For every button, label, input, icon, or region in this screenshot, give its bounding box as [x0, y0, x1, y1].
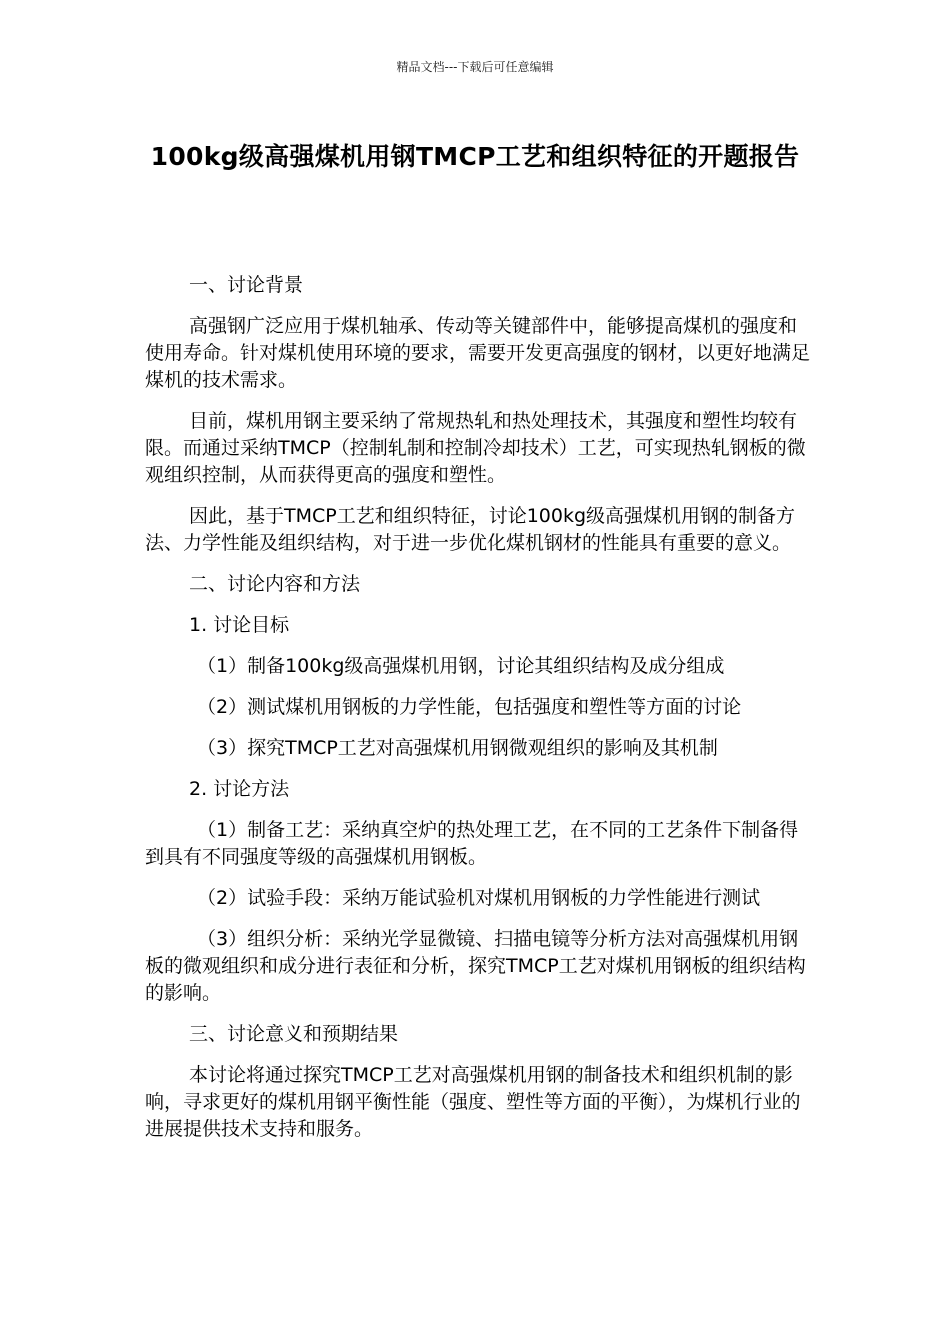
paragraph: 目前，煤机用钢主要采纳了常规热轧和热处理技术，其强度和塑性均较有限。而通过采纳TMCP（控制轧制和控制冷却技术）工艺，可实现热轧钢板的微观组织控制，从而获得更高的强度和塑性。 — [145, 410, 806, 486]
section-heading: 三、讨论意义和预期结果 — [189, 1023, 399, 1045]
list-item: （1）制备工艺：采纳真空炉的热处理工艺，在不同的工艺条件下制备得到具有不同强度等级的高强煤机用钢板。 — [145, 819, 799, 868]
subsection-heading: 1. 讨论目标 — [189, 614, 290, 636]
paragraph: 因此，基于TMCP工艺和组织特征，讨论100kg级高强煤机用钢的制备方法、力学性能及组织结构，对于进一步优化煤机钢材的性能具有重要的意义。 — [145, 505, 796, 554]
list-item: （1）制备100kg级高强煤机用钢，讨论其组织结构及成分组成 — [197, 655, 725, 677]
list-item: （2）试验手段：采纳万能试验机对煤机用钢板的力学性能进行测试 — [197, 887, 761, 909]
subsection-heading: 2. 讨论方法 — [189, 778, 290, 800]
section-heading: 二、讨论内容和方法 — [189, 573, 361, 595]
section-heading: 一、讨论背景 — [189, 274, 304, 296]
document-title: 100kg级高强煤机用钢TMCP工艺和组织特征的开题报告 — [150, 142, 800, 171]
document-body — [145, 272, 810, 1157]
paragraph: 高强钢广泛应用于煤机轴承、传动等关键部件中，能够提高煤机的强度和使用寿命。针对煤机使用环境的要求，需要开发更高强度的钢材，以更好地满足煤机的技术需求。 — [145, 315, 811, 391]
list-item: （2）测试煤机用钢板的力学性能，包括强度和塑性等方面的讨论 — [197, 696, 742, 718]
list-item: （3）探究TMCP工艺对高强煤机用钢微观组织的影响及其机制 — [197, 737, 718, 759]
page-header: 精品文档---下载后可任意编辑 — [396, 60, 554, 74]
paragraph: 本讨论将通过探究TMCP工艺对高强煤机用钢的制备技术和组织机制的影响，寻求更好的煤机用钢平衡性能（强度、塑性等方面的平衡），为煤机行业的进展提供技术支持和服务。 — [145, 1064, 801, 1140]
list-item: （3）组织分析：采纳光学显微镜、扫描电镜等分析方法对高强煤机用钢板的微观组织和成分进行表征和分析，探究TMCP工艺对煤机用钢板的组织结构的影响。 — [145, 928, 806, 1004]
